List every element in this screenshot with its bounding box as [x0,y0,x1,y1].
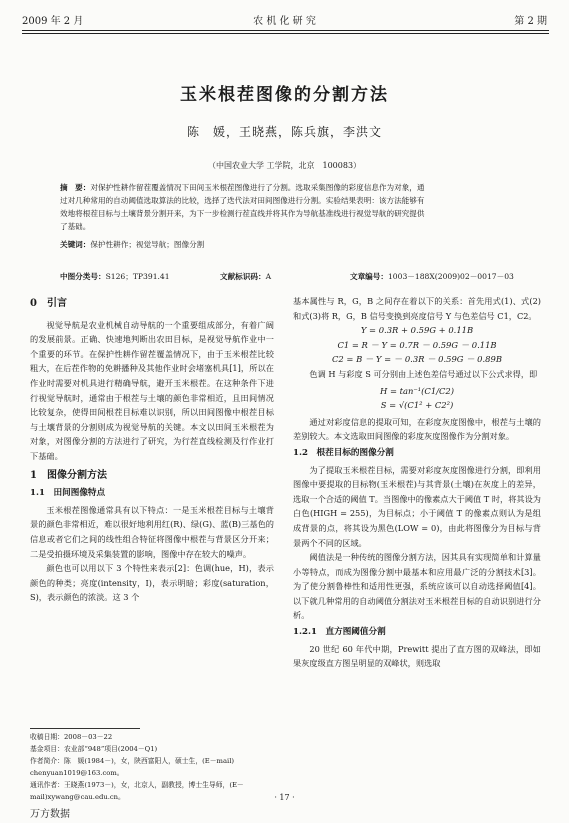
watermark: 万方数据 [30,809,70,820]
right-after-equation-paragraph: 通过对彩度信息的提取可知，在彩度灰度图像中，根茬与土壤的差别较大。本文选取田间图像的彩度灰度图像作为分割对象。 [293,416,541,442]
section-0-heading: 0 引言 [30,298,67,309]
right-column [293,294,541,671]
authors: 陈 媛，王晓燕，陈兵旗，李洪文 [186,125,382,139]
keywords [60,238,520,251]
right-mid-paragraph: 色调 H 与彩度 S 可分别由上述色差信号通过以下公式求得，即 [309,368,538,379]
abstract-label: 摘 要： [60,183,91,192]
section-1-2-paragraph-2: 阈值法是一种传统的图像分割方法，因其具有实现简单和计算量小等特点，而成为图像分割中最基本和应用最广泛的分割技术[3]。为了使分割鲁棒性和适用性更强，系统应该可以自动选择阈值[4]。以下就几种常用的自动阈值分割法对玉米根茬目标的自动识别进行分析。 [293,552,541,621]
footnote-correspondence: 通讯作者：王晓燕(1973－)，女，北京人，副教授，博士生导师，(E－mail)xywang@cau.edu.cn。 [30,781,244,801]
section-0-paragraph: 视觉导航是农业机械自动导航的一个重要组成部分，有着广阔的发展前景。正确、快速地判断出农田目标，是视觉导航作业中一个重要的环节。在保护性耕作留茬覆盖情况下，由于玉米根茬比较粗大，在后茬作物的免耕播种及其他作业时会堵塞机具[1]，所以在作业时需要对机具进行精确导航，避开玉米根茬。在这种条件下进行视觉导航时，通常由于根茬与土壤的颜色非常相近，且田间情况比较复杂，使得田间根茬目标难以识别，所以田间图像中根茬目标与土壤背景的分割则成为视觉导航的关键。本文以田间玉米根茬为对象，对图像分割的方法进行了研究，为行茬直线检测及行作业打下基础。 [30,319,274,461]
section-1-heading: 1 图像分割方法 [30,469,107,481]
equation-4: H = tan⁻¹(C1/C2) [379,385,454,396]
section-1-2-1-heading: 1.2.1 直方图阈值分割 [293,627,386,638]
abstract-line-2: 过对几种常用的自动阈值选取算法的比较，选择了迭代法对田间图像进行分割。实验结果表明：该方法能够有 [60,196,425,205]
section-1-1-heading: 1.1 田间图像特点 [30,488,106,499]
footnote-author: 作者简介：陈 媛(1984－)，女，陕西富阳人，硕士生，(E－mail) chenyuan1019@163.com。 [30,757,235,777]
equation-2: C1 = R － Y = 0.7R － 0.59G － 0.11B [337,339,497,350]
header-journal: 农 机 化 研 究 [253,16,316,27]
right-intro-paragraph: 基本属性与 R，G，B 之间存在着以下的关系：首先用式(1)、式(2)和式(3)将 R，G，B 信号变换到亮度信号 Y 与色差信号 C1，C2。 [293,296,541,321]
keywords-text: 保护性耕作；视觉导航；图像分割 [90,240,205,249]
footnote-fund: 基金项目：农业部“948”项目(2004－Q1) [30,745,158,753]
affiliation: （中国农业大学 工学院，北京 100083） [207,161,362,170]
section-1-2-1-paragraph: 20 世纪 60 年代中期，Prewitt 提出了直方图的双峰法，即如果灰度级直方图呈明显的双峰状，则选取 [293,643,541,669]
section-1-2-heading: 1.2 根茬目标的图像分割 [293,447,394,458]
header-date: 2009 年 2 月 [22,16,84,27]
footnote-received: 收稿日期：2008－03－22 [30,733,113,741]
abstract-line-4: 了基础。 [60,222,91,231]
equation-1: Y = 0.3R + 0.59G + 0.11B [360,325,474,336]
keywords-label: 关键词： [60,240,91,249]
page-number: · 17 · [274,793,295,802]
footnote-rule [30,728,140,729]
abstract-line-3: 效地将根茬目标与土壤背景分割开来，为下一步检测行茬直线并将其作为导航基准线进行视觉导航的研究提供 [60,209,425,218]
doc-code: 文献标识码：A [220,272,272,281]
section-1-2-paragraph-1: 为了提取玉米根茬目标，需要对彩度灰度图像进行分割，即利用图像中要提取的目标物(玉米根茬)与其背景(土壤)在灰度上的差异，选取一个合适的阈值 T。当图像中的像素点大于阈值 T 时，将其设为白色(HIGH = 255)，为目标点；小于阈值 T 的像素点则认为是组成背景的点，将其设为黑色(LOW = 0)，由此将图像分为目标与背景两个不同的区域。 [293,464,541,548]
left-column [30,294,274,605]
header-rule [22,30,549,31]
section-1-1-paragraph-2: 颜色也可以用以下 3 个特性来表示[2]：色调(hue，H)，表示颜色的种类；亮度(intensity，I)，表示明暗；彩度(saturation，S)，表示颜色的浓淡。这 3 个 [30,563,274,603]
equation-5: S = √(C1² + C2²) [380,400,454,411]
classification: 中图分类号：S126；TP391.41 [60,272,170,281]
equation-3: C2 = B － Y = － 0.3R － 0.59G － 0.89B [331,354,502,365]
abstract [60,181,520,233]
abstract-line-1: 摘 要：对保护性耕作留茬覆盖情况下田间玉米根茬图像进行了分割。选取采集图像的彩度信息作为对象，通 [60,183,425,192]
section-1-1-paragraph-1: 玉米根茬图像通常具有以下特点：一是玉米根茬目标与土壤背景的颜色非常相近，难以很好地利用红(R)、绿(G)、蓝(B)三基色的信息或者它们之间的线性组合特征将图像中根茬与背景区分开来；二是受拍摄环境及采集装置的影响，图像中存在较大的噪声。 [30,504,274,559]
article-number: 文章编号：1003－188X(2009)02－0017－03 [350,272,514,281]
header-issue: 第 2 期 [514,16,547,27]
paper-title: 玉米根茬图像的分割方法 [180,85,389,105]
header-rule-thin [22,33,549,34]
